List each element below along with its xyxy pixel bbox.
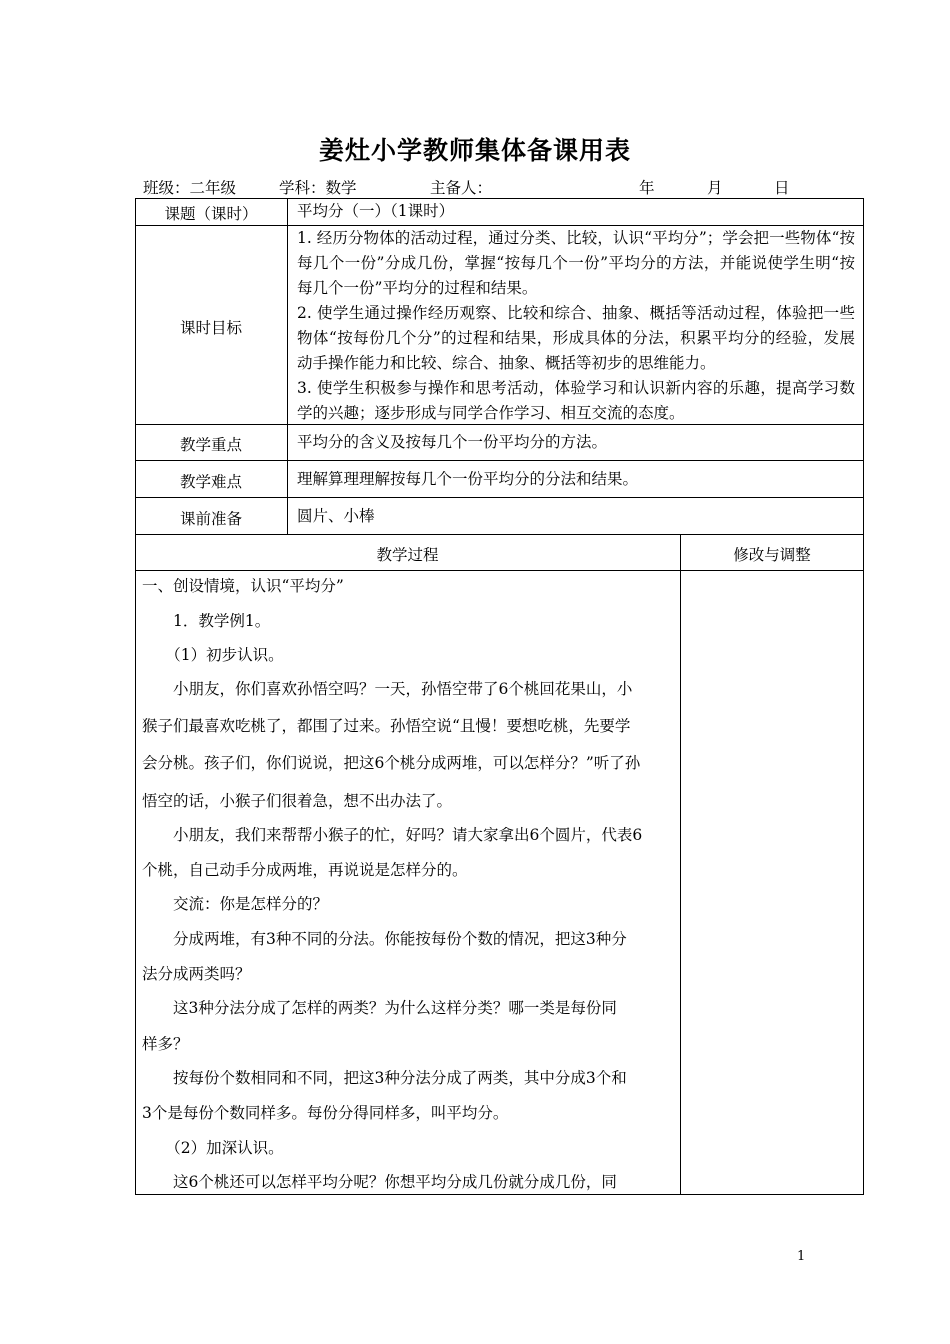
difficulty-value: 理解算理理解按每几个一份平均分的分法和结果。 <box>297 470 639 488</box>
process-line: 这3种分法分成了怎样的两类？为什么这样分类？哪一类是每份同 <box>142 999 617 1017</box>
process-line: 样多？ <box>142 1035 189 1053</box>
focus-value: 平均分的含义及按每几个一份平均分的方法。 <box>297 433 608 451</box>
date-year: 年 <box>639 179 655 197</box>
topic-value: 平均分（一）（1课时） <box>297 202 455 220</box>
process-header: 教学过程 <box>376 546 439 564</box>
date-month: 月 <box>707 179 723 197</box>
grade-field: 班级：二年级 <box>143 179 237 197</box>
process-line: 会分桃。孩子们，你们说说，把这6个桃分成两堆，可以怎样分？”听了孙 <box>142 754 641 772</box>
process-line: （2）加深认识。 <box>142 1139 284 1157</box>
goal-item: 3. 使学生积极参与操作和思考活动，体验学习和认识新内容的乐趣，提高学习数学的兴趣；逐步形成与同学合作学习、相互交流的态度。 <box>297 379 855 422</box>
process-line: （1）初步认识。 <box>142 646 284 664</box>
topic-label: 课题（课时） <box>164 205 258 223</box>
process-line: 这6个桃还可以怎样平均分呢？你想平均分成几份就分成几份，同 <box>142 1173 617 1191</box>
row-divider <box>135 460 864 461</box>
row-divider <box>135 570 864 571</box>
difficulty-label: 教学难点 <box>179 473 242 491</box>
prep-value: 圆片、小棒 <box>297 507 375 525</box>
adjust-header: 修改与调整 <box>733 546 811 564</box>
process-line: 小朋友，我们来帮帮小猴子的忙，好吗？请大家拿出6个圆片，代表6 <box>142 826 643 844</box>
process-line: 个桃，自己动手分成两堆，再说说是怎样分的。 <box>142 861 468 879</box>
process-line: 3个是每份个数同样多。每份分得同样多，叫平均分。 <box>142 1104 509 1122</box>
process-line: 按每份个数相同和不同，把这3种分法分成了两类，其中分成3个和 <box>142 1069 627 1087</box>
focus-label: 教学重点 <box>179 436 242 454</box>
process-line: 一、创设情境，认识“平均分” <box>142 577 344 595</box>
process-line: 1．教学例1。 <box>142 612 271 630</box>
column-divider <box>287 198 288 534</box>
goals-content <box>297 226 855 426</box>
date-day: 日 <box>774 179 790 197</box>
process-line: 交流：你是怎样分的？ <box>142 895 329 913</box>
goal-item: 2. 使学生通过操作经历观察、比较和综合、抽象、概括等活动过程，体验把一些物体“按每份几个分”的过程和结果，形成具体的分法，积累平均分的经验，发展动手操作能力和比较、综合、抽象、概括等初步的思维能力。 <box>297 304 855 372</box>
process-line: 法分成两类吗？ <box>142 965 251 983</box>
goal-item: 1. 经历分物体的活动过程，通过分类、比较，认识“平均分”；学会把一些物体“按每几个一份”分成几份，掌握“按每几个一份”平均分的方法，并能说使学生明“按每几个一份”平均分的过程和结果。 <box>297 229 855 297</box>
column-divider <box>680 534 681 1195</box>
subject-field: 学科：数学 <box>279 179 357 197</box>
page-number: 1 <box>797 1249 806 1264</box>
process-line: 猴子们最喜欢吃桃了，都围了过来。孙悟空说“且慢！要想吃桃，先要学 <box>142 717 631 735</box>
row-divider <box>135 534 864 535</box>
row-divider <box>135 497 864 498</box>
process-line: 悟空的话，小猴子们很着急，想不出办法了。 <box>142 792 453 810</box>
document-title: 姜灶小学教师集体备课用表 <box>318 136 631 165</box>
goals-label: 课时目标 <box>179 319 242 337</box>
preparer-field: 主备人： <box>430 179 493 197</box>
process-line: 小朋友，你们喜欢孙悟空吗？一天，孙悟空带了6个桃回花果山，小 <box>142 680 633 698</box>
process-line: 分成两堆，有3种不同的分法。你能按每份个数的情况，把这3种分 <box>142 930 627 948</box>
prep-label: 课前准备 <box>179 510 242 528</box>
